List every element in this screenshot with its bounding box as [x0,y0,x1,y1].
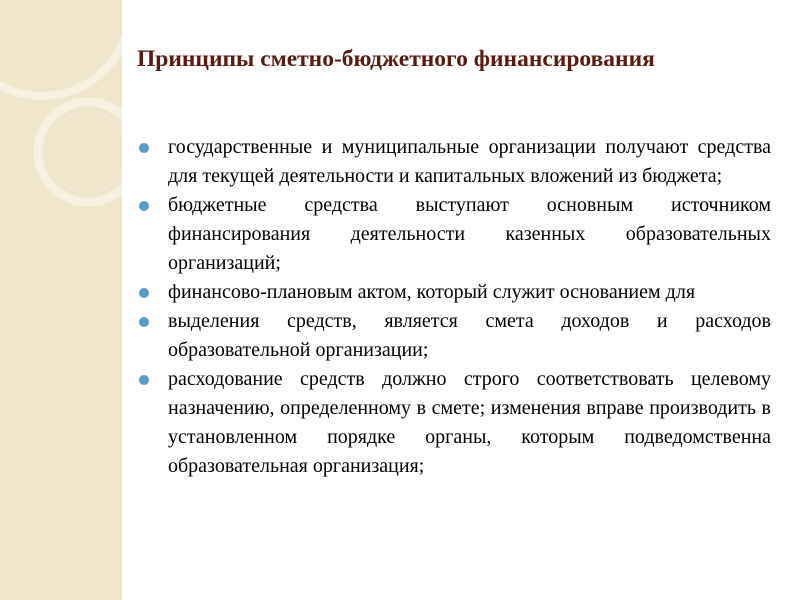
decorative-circle-inner [48,112,122,192]
bullet-text: государственные и муниципальные организации получают средства для текущей деятельности и капитальных вложений из бюджета; [168,136,771,187]
bullet-text: расходование средств должно строго соответствовать целевому назначению, определенному в смете; изменения вправе производить в установленном порядке органы, которым подведомственна образовательная организация; [168,368,771,477]
bullet-dot-icon [139,201,149,211]
decorative-circle-large [0,0,122,96]
bullet-text: выделения средств, является смета доходов и расходов образовательной организации; [168,310,771,361]
bullet-dot-icon [139,143,149,153]
bullet-item [139,365,771,481]
bullet-list [139,133,771,481]
slide-title: Принципы сметно-бюджетного финансирования [137,46,655,72]
decorative-circles [0,0,122,600]
bullet-item [139,307,771,365]
decorative-circle-small [38,102,122,202]
bullet-item [139,191,771,278]
bullet-text: бюджетные средства выступают основным источником финансирования деятельности казенных образовательных организаций; [168,194,771,274]
bullet-dot-icon [139,375,149,385]
bullet-item [139,278,771,307]
bullet-dot-icon [139,317,149,327]
bullet-dot-icon [139,288,149,298]
bullet-item [139,133,771,191]
bullet-text: финансово-плановым актом, который служит основанием для [168,281,696,303]
